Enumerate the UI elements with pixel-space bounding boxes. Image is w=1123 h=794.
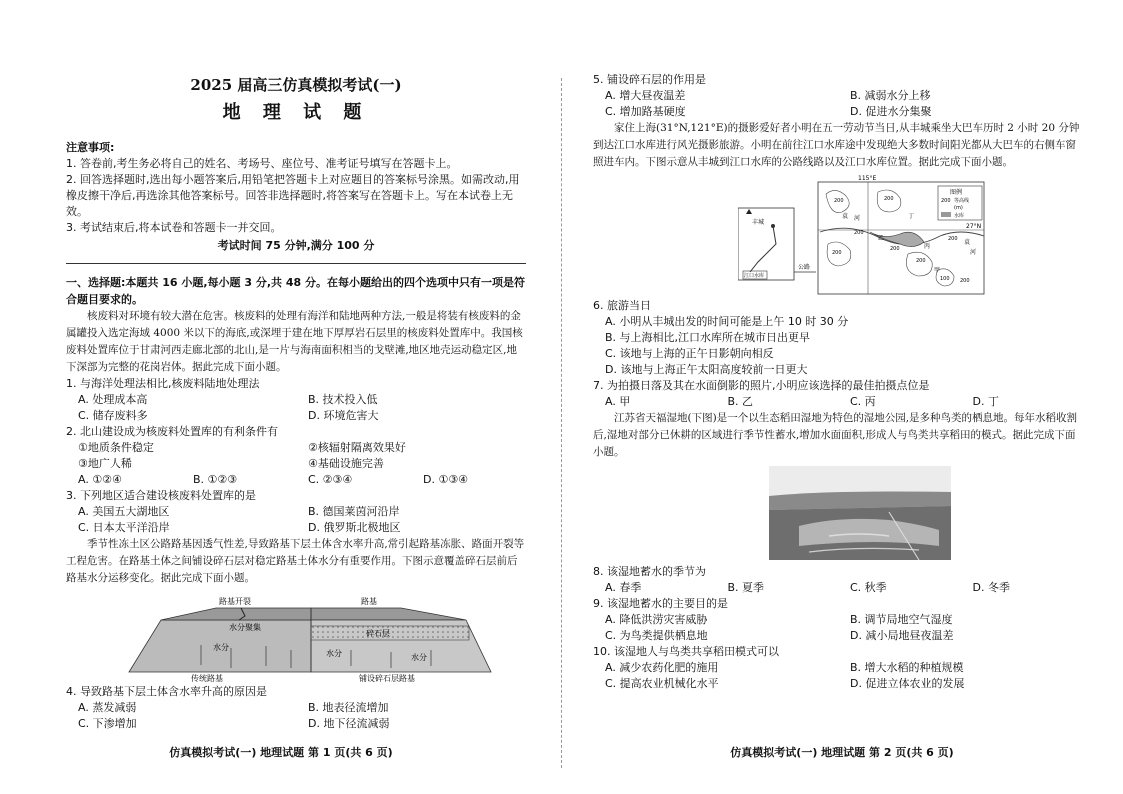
question-stem: 5. 铺设碎石层的作用是 (593, 73, 706, 86)
figure-label: 路基开裂 (219, 597, 251, 606)
map-label: 200 (960, 278, 970, 284)
page-footer: 仿真模拟考试(一) 地理试题 第 1 页(共 6 页) (169, 746, 393, 759)
exam-time: 考试时间 75 分钟,满分 100 分 (217, 239, 375, 252)
legend-title: 图例 (950, 189, 963, 196)
map-label: 115°E (858, 175, 877, 182)
answer-option: C. 储存废料多 (78, 409, 148, 422)
map-point: 乙 (878, 235, 885, 242)
question-stem: 4. 导致路基下层土体含水率升高的原因是 (66, 685, 267, 698)
option-list (593, 314, 1083, 378)
answer-option: B. 地表径流增加 (308, 701, 389, 714)
legend-label: (m) (954, 205, 963, 211)
map-point: 丙 (924, 243, 931, 250)
option-list (66, 392, 526, 424)
answer-option: B. ①②③ (193, 473, 238, 486)
answer-option: A. 增大昼夜温差 (605, 89, 686, 102)
map-label: 200 (916, 258, 926, 264)
answer-option: D. ①③④ (423, 473, 469, 486)
question-group (66, 684, 526, 732)
material-text: 核废料对环境有较大潜在危害。核废料的处理有海洋和陆地两种方法,一般是将装有核废料的金属罐投入选定海域 4000 米以下的海底,或深埋于建在地下厚厚岩石层里的核废料处置库中。我国核废料处置库位于甘肃河西走廊北部的北山,是一片与海南面积相当的戈壁滩,地区地壳运动稳定区,地下深部为完整的花岗岩体。据此完成下面小题。 (66, 310, 523, 373)
question-stem: 8. 该湿地蓄水的季节为 (593, 565, 706, 578)
option-list (66, 700, 526, 732)
question-group (593, 298, 1083, 410)
answer-option: A. 春季 (605, 581, 642, 594)
figure-caption: 传统路基 (191, 674, 223, 682)
option-list (593, 88, 1083, 120)
option-list (593, 660, 1083, 692)
roadbed-figure (66, 590, 526, 682)
figure-label: 水分 (213, 643, 229, 652)
answer-option: C. 增加路基硬度 (605, 105, 686, 118)
answer-option: C. 下渗增加 (78, 717, 137, 730)
option-list (593, 612, 1083, 644)
answer-option: A. 甲 (605, 395, 631, 408)
answer-option: A. 减少农药化肥的施用 (605, 661, 719, 674)
question-stem: 1. 与海洋处理法相比,核废料陆地处理法 (66, 377, 260, 390)
map-label: 200 (884, 196, 894, 202)
answer-option: B. 技术投入低 (308, 393, 378, 406)
answer-option: B. 德国莱茵河沿岸 (308, 505, 400, 518)
material-text: 家住上海(31°N,121°E)的摄影爱好者小明在五一劳动节当日,从丰城乘坐大巴车历时 2 小时 20 分钟到达江口水库进行风光摄影旅游。小明在前往江口水库途中发现绝大多数时间阳光都从大巴车的右侧车窗照进车内。下图示意从丰城到江口水库的公路线路以及江口水库位置。据此完成下面小题。 (593, 122, 1080, 168)
answer-option: ②核辐射隔离效果好 (308, 441, 406, 454)
answer-option: B. 调节局地空气湿度 (850, 613, 953, 626)
map-label: 公路 (798, 264, 811, 271)
answer-option: B. 减弱水分上移 (850, 89, 931, 102)
answer-option: ①地质条件稳定 (78, 441, 154, 454)
answer-option: C. 提高农业机械化水平 (605, 677, 719, 690)
map-label: 200 (832, 250, 842, 256)
map-point: 甲 (934, 267, 941, 274)
answer-option: B. 与上海相比,江口水库所在城市日出更早 (605, 331, 811, 344)
answer-option: A. 降低洪涝灾害威胁 (605, 613, 708, 626)
answer-option: D. 减小局地昼夜温差 (850, 629, 954, 642)
answer-option: C. 日本太平洋沿岸 (78, 521, 170, 534)
option-list (593, 580, 1083, 596)
question-stem: 6. 旅游当日 (593, 299, 651, 312)
material-text: 江苏省天福湿地(下图)是一个以生态稻田湿地为特色的湿地公园,是多种鸟类的栖息地。每年水稻收割后,湿地对部分已休耕的区域进行季节性蓄水,增加水面面积,形成人与鸟类共享稻田的模式。据此完成下面小题。 (593, 412, 1078, 458)
map-label: 丰城 (752, 219, 765, 226)
answer-option: D. 促进水分集聚 (850, 105, 932, 118)
figure-caption: 铺设碎石层路基 (359, 674, 415, 682)
answer-option: D. 冬季 (972, 581, 1010, 594)
question-group (593, 564, 1083, 692)
map-label: 27°N (966, 223, 982, 230)
legend-label: 等高线 (954, 198, 970, 204)
answer-option: D. 环境危害大 (308, 409, 379, 422)
subject-title: 地 理 试 题 (222, 102, 370, 123)
map-point: 丁 (908, 213, 915, 220)
river-label: 袁 (964, 239, 971, 246)
answer-option: D. 俄罗斯北极地区 (308, 521, 401, 534)
answer-option: A. 处理成本高 (78, 393, 148, 406)
figure-label: 水分 (411, 653, 427, 662)
answer-option: A. ①②④ (78, 473, 122, 486)
exam-title: 2025 届高三仿真模拟考试(一) (190, 76, 402, 94)
section-heading: 一、选择题:本题共 16 小题,每小题 3 分,共 48 分。在每小题给出的四个选项中只有一项是符合题目要求的。 (66, 276, 526, 306)
question-stem: 9. 该湿地蓄水的主要目的是 (593, 597, 728, 610)
legend-label: 200 (941, 198, 951, 204)
answer-option: D. 促进立体农业的发展 (850, 677, 965, 690)
map-label: 200 (854, 230, 864, 236)
map-label: 200 (890, 246, 900, 252)
option-list (66, 472, 526, 488)
option-list (66, 440, 526, 472)
answer-option: C. 丙 (850, 395, 876, 408)
notice-item: 2. 回答选择题时,选出每小题答案后,用铅笔把答题卡上对应题目的答案标号涂黑。如需改动,用橡皮擦干净后,再选涂其他答案标号。回答非选择题时,将答案写在答题卡上。写在本试卷上无效。 (66, 173, 520, 218)
river-label: 河 (970, 249, 977, 256)
figure-label: 碎石层 (366, 629, 390, 638)
answer-option: ④基础设施完善 (308, 457, 384, 470)
route-map (593, 174, 1083, 296)
notice-heading: 注意事项: (66, 141, 115, 154)
answer-option: B. 增大水稻的种植规模 (850, 661, 964, 674)
answer-option: C. 秋季 (850, 581, 887, 594)
question-group (66, 376, 526, 536)
answer-option: B. 乙 (727, 395, 754, 408)
answer-option: D. 该地与上海正午太阳高度较前一日更大 (605, 363, 808, 376)
divider-line (66, 263, 526, 264)
answer-option: C. 该地与上海的正午日影朝向相反 (605, 347, 774, 360)
question-stem: 7. 为拍摄日落及其在水面倒影的照片,小明应该选择的最佳拍摄点位是 (593, 379, 930, 392)
notice-item: 3. 考试结束后,将本试卷和答题卡一并交回。 (66, 221, 282, 234)
river-label: 河 (854, 215, 861, 222)
legend-label: 水库 (954, 213, 965, 219)
answer-option: A. 蒸发减弱 (78, 701, 137, 714)
map-label: 200 (948, 236, 958, 242)
question-group (593, 72, 1083, 120)
page-2 (561, 0, 1123, 794)
map-label: 200 (834, 198, 844, 204)
question-stem: 10. 该湿地人与鸟类共享稻田模式可以 (593, 645, 779, 658)
answer-option: A. 美国五大湖地区 (78, 505, 170, 518)
question-stem: 2. 北山建设成为核废料处置库的有利条件有 (66, 425, 278, 438)
answer-option: D. 丁 (972, 395, 999, 408)
answer-option: C. ②③④ (308, 473, 353, 486)
answer-option: A. 小明从丰城出发的时间可能是上午 10 时 30 分 (605, 315, 849, 328)
question-stem: 3. 下列地区适合建设核废料处置库的是 (66, 489, 256, 502)
material-text: 季节性冻土区公路路基因透气性差,导致路基下层土体含水率升高,常引起路基冻胀、路面开裂等工程危害。在路基土体之间铺设碎石层对稳定路基土体水分有重要作用。下图示意覆盖碎石层前后路基水分运移变化。据此完成下面小题。 (66, 538, 525, 584)
page-footer: 仿真模拟考试(一) 地理试题 第 2 页(共 6 页) (730, 746, 954, 759)
option-list (593, 394, 1083, 410)
map-label: 100 (940, 276, 950, 282)
notice-item: 1. 答卷前,考生务必将自己的姓名、考场号、座位号、准考证号填写在答题卡上。 (66, 157, 458, 170)
answer-option: C. 为鸟类提供栖息地 (605, 629, 708, 642)
answer-option: ③地广人稀 (78, 457, 132, 470)
answer-option: B. 夏季 (727, 581, 765, 594)
map-label: 江口水库 (744, 273, 765, 279)
figure-label: 路基 (361, 597, 377, 606)
option-list (66, 504, 526, 536)
answer-option: D. 地下径流减弱 (308, 717, 390, 730)
wetland-photo (593, 464, 1083, 562)
figure-label: 水分聚集 (229, 623, 261, 632)
figure-label: 水分 (326, 649, 342, 658)
river-label: 袁 (842, 213, 849, 220)
